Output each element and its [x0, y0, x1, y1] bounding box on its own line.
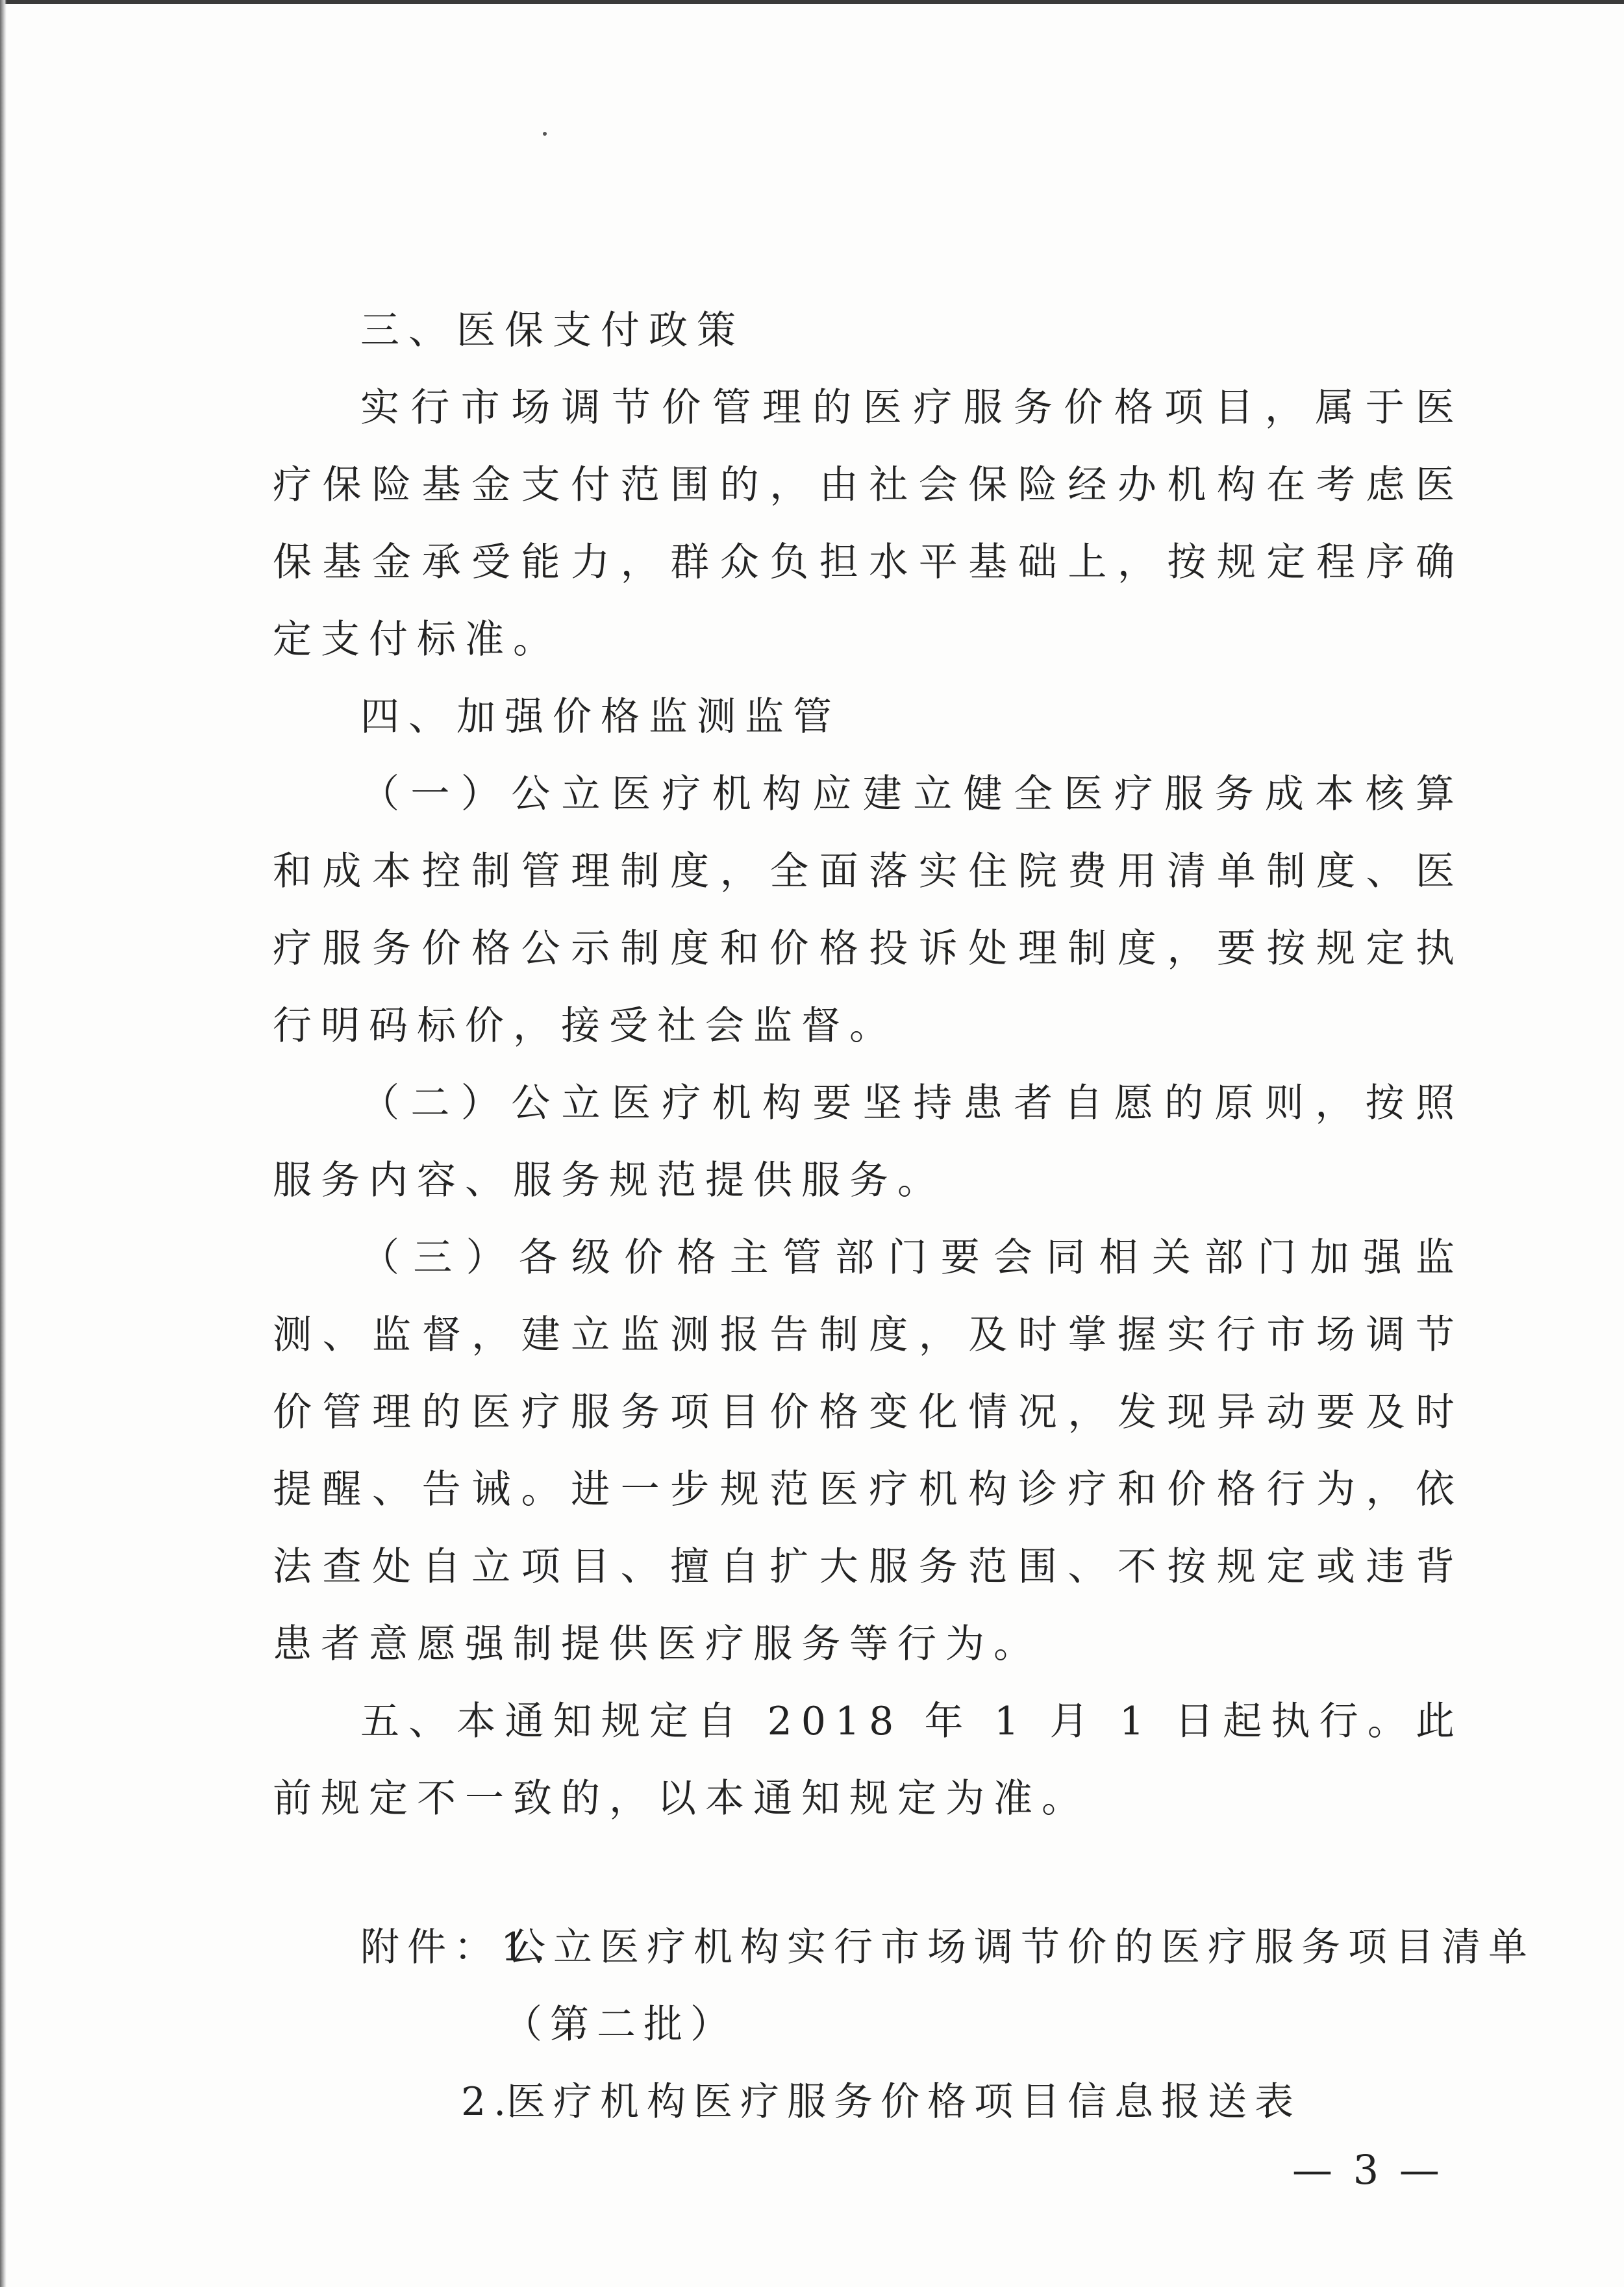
scan-left-edge — [0, 0, 6, 2287]
paragraph-effective-date: 五、本通知规定自 2018 年 1 月 1 日起执行。此前规定不一致的，以本通知规定为准。 — [273, 1699, 1464, 1821]
attachment-2-number: 2. — [461, 2079, 514, 2125]
attachment-prefix: 附件：1. — [360, 1925, 554, 1970]
attachments-list — [273, 1909, 1535, 2141]
scan-top-edge — [0, 0, 1624, 4]
attachment-row-2 — [273, 2064, 1464, 2141]
paragraph-item-2: （二）公立医疗机构要坚持患者自愿的原则，按照服务内容、服务规范提供服务。 — [273, 1081, 1464, 1203]
scan-speck — [543, 132, 547, 136]
paragraph-insurance-payment: 实行市场调节价管理的医疗服务价格项目，属于医疗保险基金支付范围的，由社会保险经办机构在考虑医保基金承受能力，群众负担水平基础上，按规定程序确定支付标准。 — [273, 385, 1464, 662]
document-body — [273, 292, 1535, 2141]
attachment-row-1-cont — [273, 1986, 1464, 2064]
paragraph-item-1: （一）公立医疗机构应建立健全医疗服务成本核算和成本控制管理制度，全面落实住院费用清单制度、医疗服务价格公示制度和价格投诉处理制度，要按规定执行明码标价，接受社会监督。 — [273, 771, 1464, 1049]
spacer — [273, 1838, 1464, 1909]
page-number: — 3 — — [1292, 2146, 1443, 2193]
section-heading-4: 四、加强价格监测监管 — [360, 694, 841, 740]
section-heading-3: 三、医保支付政策 — [360, 308, 745, 353]
attachment-row-1 — [273, 1909, 1535, 1986]
attachment-2-title: 医疗机构医疗服务价格项目信息报送表 — [506, 2079, 1301, 2125]
attachment-1-subtitle: （第二批） — [503, 2002, 737, 2047]
paragraph-item-3: （三）各级价格主管部门要会同相关部门加强监测、监督，建立监测报告制度，及时掌握实行市场调节价管理的医疗服务项目价格变化情况，发现异动要及时提醒、告诫。进一步规范医疗机构诊疗和价格行为，依法查处自立项目、擅自扩大服务范围、不按规定或违背患者意愿强制提供医疗服务等行为。 — [273, 1235, 1464, 1667]
attachment-1-title: 公立医疗机构实行市场调节价的医疗服务项目清单 — [506, 1925, 1535, 1970]
